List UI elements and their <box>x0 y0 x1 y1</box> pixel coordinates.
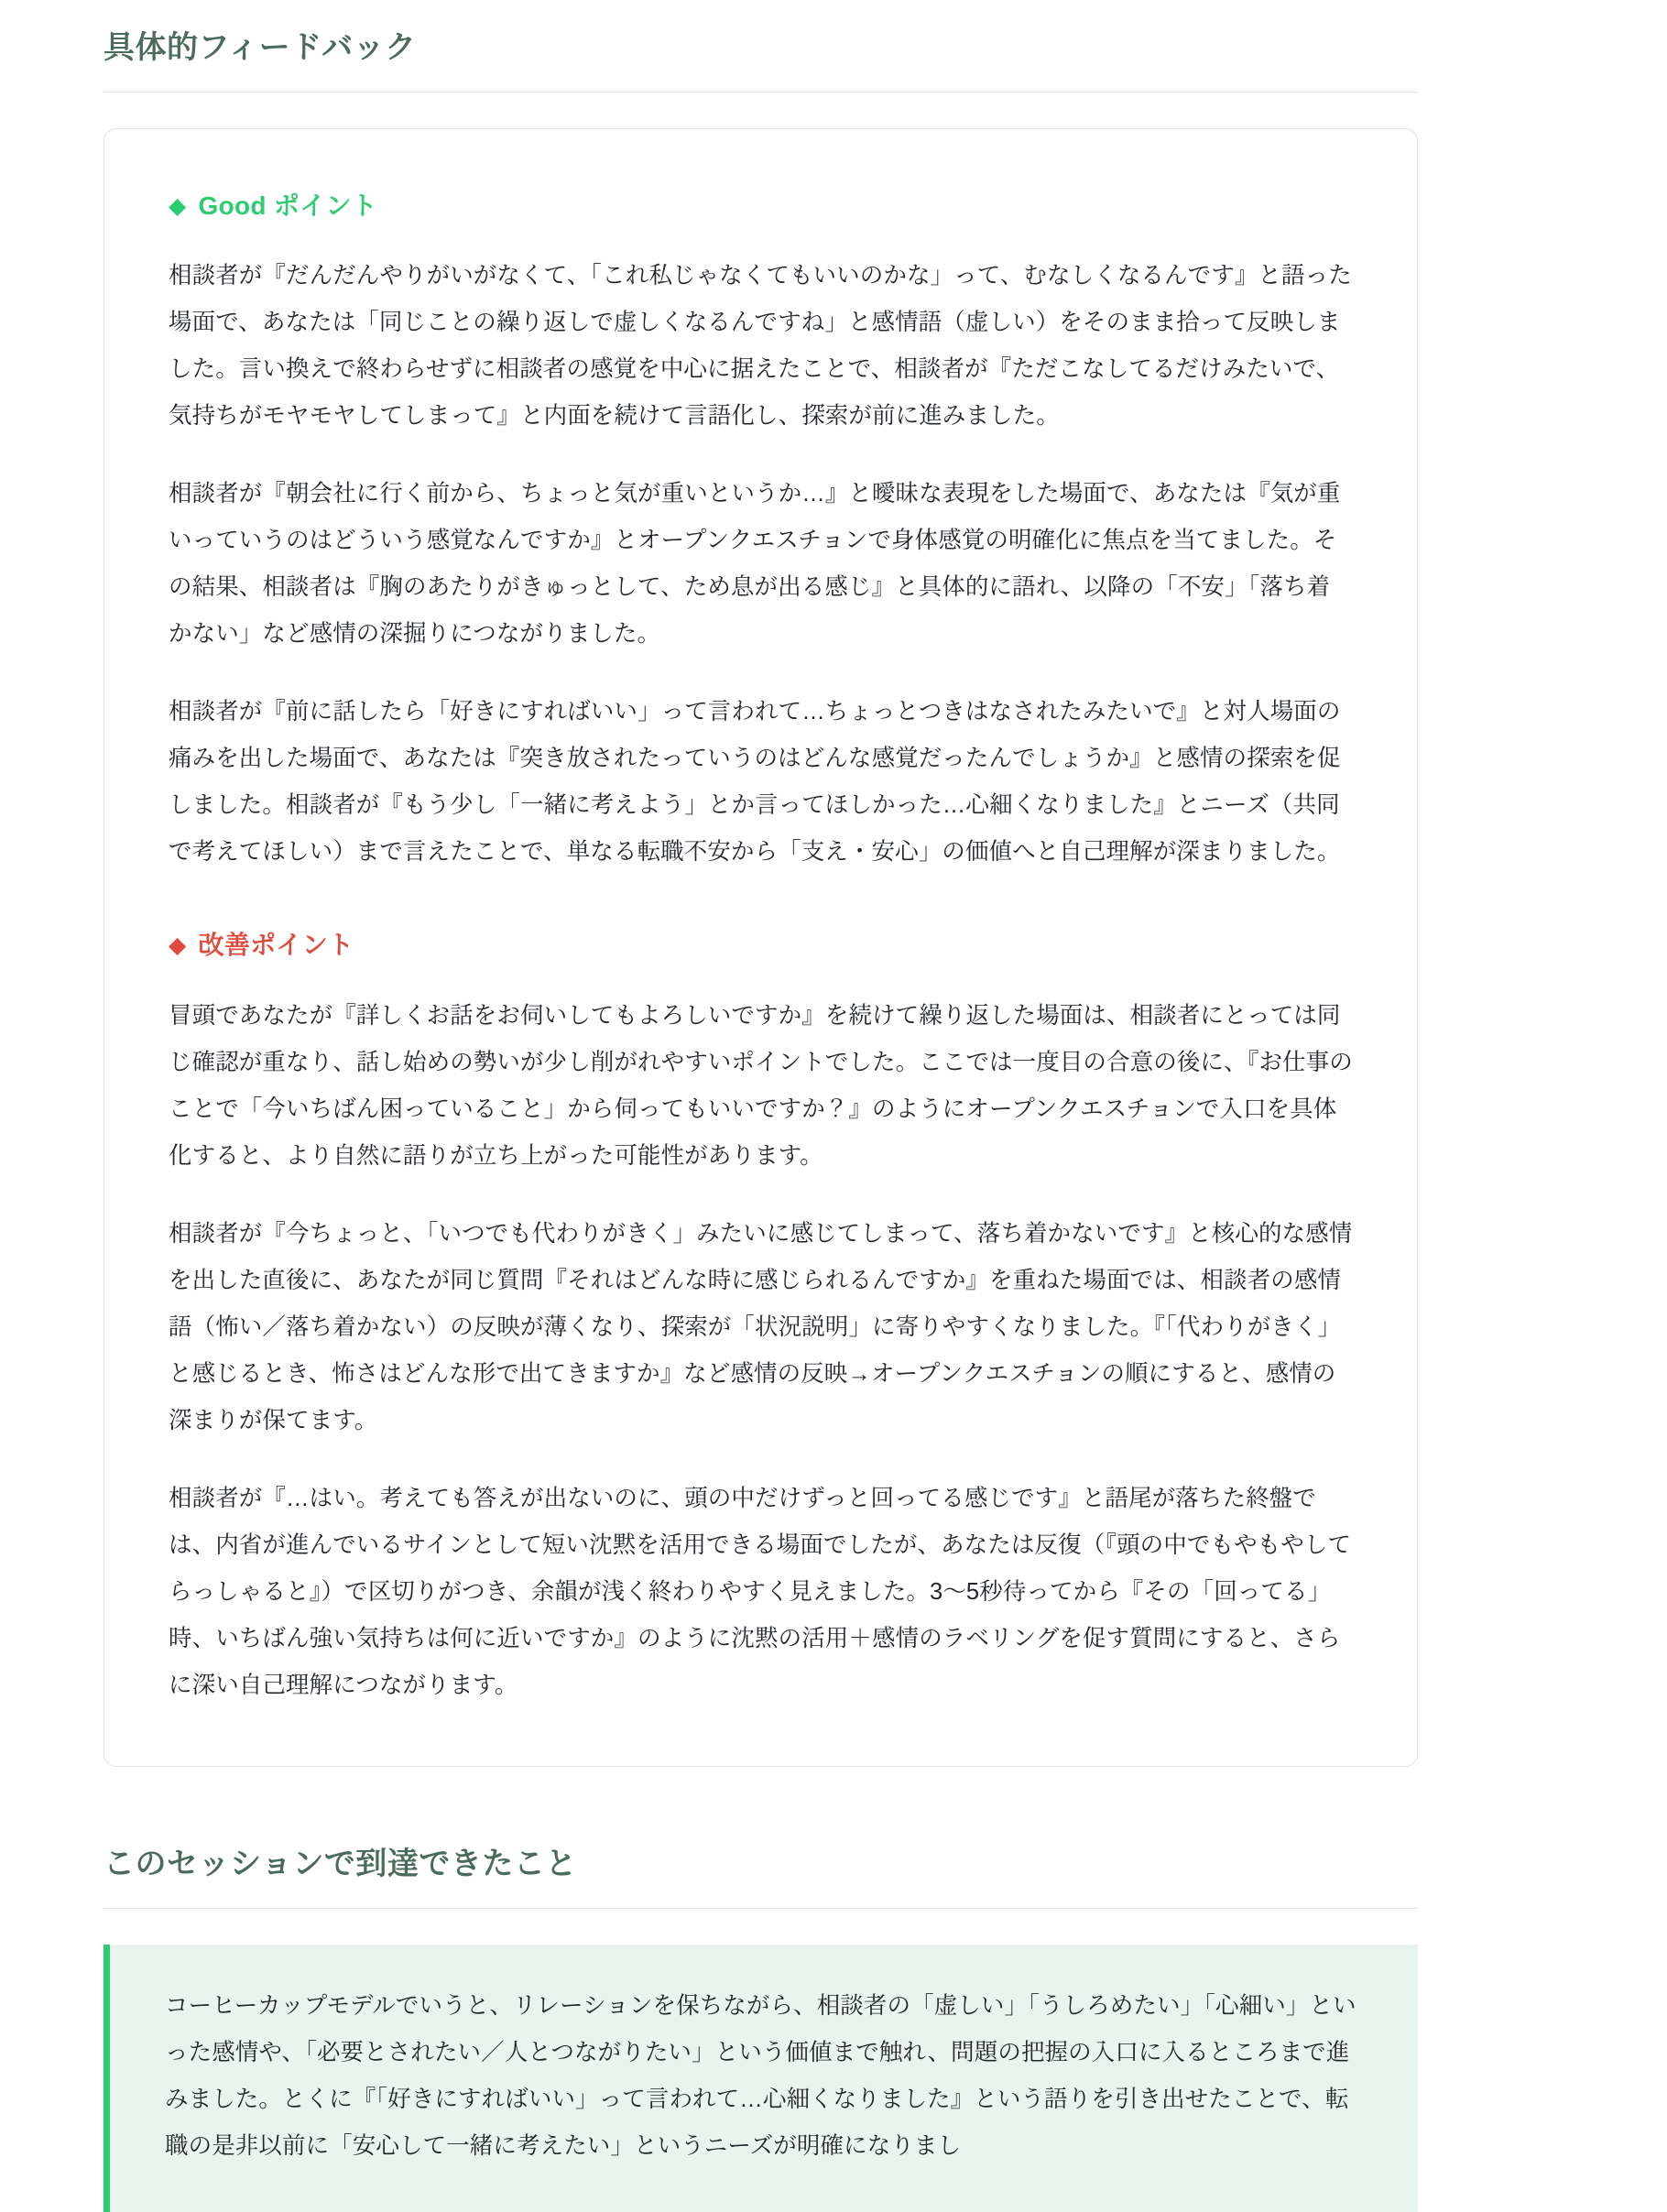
achieved-section <box>0 1844 1667 2212</box>
achieved-section-header <box>104 1844 1418 1909</box>
achieved-callout <box>104 1945 1418 2212</box>
feedback-section-header <box>104 0 1418 93</box>
improvement-paragraph: 相談者が『…はい。考えても答えが出ないのに、頭の中だけずっと回ってる感じです』と語尾が落ちた終盤では、内省が進んでいるサインとして短い沈黙を活用できる場面でしたが、あなたは反復（『頭の中でもやもやしてらっしゃると』）で区切りがつき、余韻が浅く終わりやすく見えました。3〜5秒待ってから『その「回ってる」時、いちばん強い気持ちは何に近いですか』のように沈黙の活用＋感情のラベリングを促す質問にすると、さらに深い自己理解につながります。 <box>169 1485 1352 1698</box>
feedback-card <box>104 128 1418 1766</box>
good-points-label: Good ポイント <box>198 191 378 221</box>
good-points-block <box>169 188 1353 876</box>
improvement-paragraph: 相談者が『今ちょっと、「いつでも代わりがきく」みたいに感じてしまって、落ち着かないです』と核心的な感情を出した直後に、あなたが同じ質問『それはどんな時に感じられるんですか』を重ねた場面では、相談者の感情語（怖い／落ち着かない）の反映が薄くなり、探索が「状況説明」に寄りやすくなりました。『「代わりがきく」と感じるとき、怖さはどんな形で出てきますか』など感情の反映→オープンクエスチョンの順にすると、感情の深まりが保てます。 <box>169 1220 1353 1433</box>
page-title: 具体的フィードバック <box>104 30 417 65</box>
improvement-points-label: 改善ポイント <box>198 931 354 960</box>
diamond-icon: ◆ <box>169 193 187 220</box>
good-paragraph: 相談者が『朝会社に行く前から、ちょっと気が重いというか…』と曖昧な表現をした場面で、あなたは『気が重いっていうのはどういう感覚なんですか』とオープンクエスチョンで身体感覚の明確化に焦点を当てました。その結果、相談者は『胸のあたりがきゅっとして、ため息が出る感じ』と具体的に語れ、以降の「不安」「落ち着かない」など感情の深掘りにつながりました。 <box>169 481 1341 648</box>
good-paragraph: 相談者が『だんだんやりがいがなくて、「これ私じゃなくてもいいのかな」って、むなしくなるんです』と語った場面で、あなたは「同じことの繰り返しで虚しくなるんですね」と感情語（虚しい）をそのまま拾って反映しました。言い換えで終わらせずに相談者の感覚を中心に据えたことで、相談者が『ただこなしてるだけみたいで、気持ちがモヤモヤしてしまって』と内面を続けて言語化し、探索が前に進みました。 <box>169 263 1352 430</box>
diamond-icon: ◆ <box>169 932 187 959</box>
good-points-heading <box>169 188 1353 223</box>
achieved-title: このセッションで到達できたこと <box>104 1846 577 1881</box>
improvement-points-heading <box>169 927 1353 963</box>
achieved-paragraph: コーヒーカップモデルでいうと、リレーションを保ちながら、相談者の「虚しい」「うしろめたい」「心細い」といった感情や、「必要とされたい／人とつながりたい」という価値まで触れ、問題の把握の入口に入るところまで進みました。とくに『「好きにすればいい」って言われて…心細くなりました』という語りを引き出せたことで、転職の是非以前に「安心して一緒に考えたい」というニーズが明確になりまし <box>165 1992 1356 2159</box>
improvement-points-block <box>169 927 1353 1708</box>
good-paragraph: 相談者が『前に話したら「好きにすればいい」って言われて…ちょっとつきはなされたみたいで』と対人場面の痛みを出した場面で、あなたは『突き放されたっていうのはどんな感覚だったんでしょうか』と感情の探索を促しました。相談者が『もう少し「一緒に考えよう」とか言ってほしかった…心細くなりました』とニーズ（共同で考えてほしい）まで言えたことで、単なる転職不安から「支え・安心」の価値へと自己理解が深まりました。 <box>169 699 1341 866</box>
improvement-paragraph: 冒頭であなたが『詳しくお話をお伺いしてもよろしいですか』を続けて繰り返した場面は、相談者にとっては同じ確認が重なり、話し始めの勢いが少し削がれやすいポイントでした。ここでは一度目の合意の後に、『お仕事のことで「今いちばん困っていること」から伺ってもいいですか？』のようにオープンクエスチョンで入口を具体化すると、より自然に語りが立ち上がった可能性があります。 <box>169 1002 1353 1169</box>
